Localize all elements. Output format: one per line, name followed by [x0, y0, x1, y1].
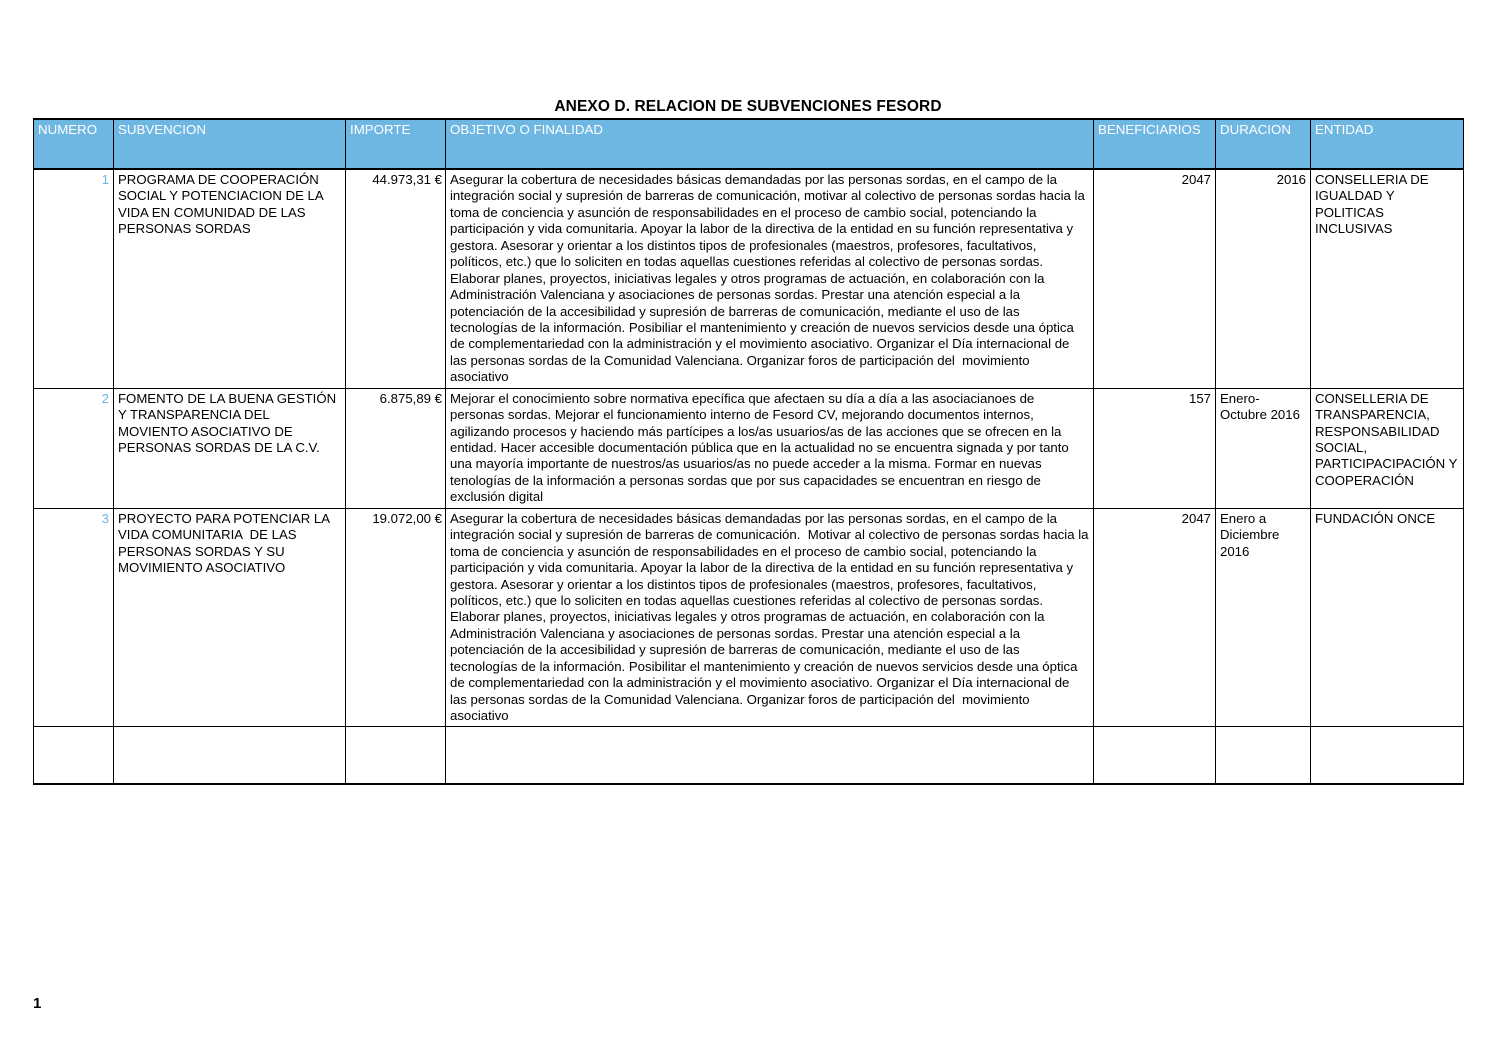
- cell-subvencion: [114, 388, 346, 508]
- cell-empty-numero: [34, 727, 114, 785]
- cell-numero: [34, 508, 114, 727]
- table-row: [34, 169, 1464, 388]
- cell-empty-beneficiarios: [1094, 727, 1216, 785]
- cell-beneficiarios: [1094, 508, 1216, 727]
- importe-value: 6.875,89 €: [379, 390, 442, 406]
- cell-numero: [34, 388, 114, 508]
- duracion-value: Enero-Octubre 2016: [1220, 390, 1300, 423]
- cell-subvencion: [114, 169, 346, 388]
- cell-empty-duracion: [1216, 727, 1311, 785]
- column-header-duracion: DURACION: [1216, 119, 1311, 169]
- objetivo-value: Asegurar la cobertura de necesidades básicas demandadas por las personas sordas, en el campo de la integración social y supresión de barreras de comunicación, motivar al colectivo de personas sordas hacia la toma de conciencia y asunción de responsabilidades en el proceso de cambio social, potenciando la participación y vida comunitaria. Apoyar la labor de la directiva de la entidad en su función representativa y gestora. Asesorar y orientar a los distintos tipos de profesionales (maestros, profesores, facultativos, políticos, etc.) que lo soliciten en todas aquellas cuestiones referidas al colectivo de personas sordas. Elaborar planes, proyectos, iniciativas legales y otros programas de actuación, en colaboración con la Administración Valenciana y asociaciones de personas sordas. Prestar una atención especial a la potenciación de la accesibilidad y supresión de barreras de comunicación, mediante el uso de las tecnologías de la información. Posibiliar el mantenimiento y creación de nuevos servicios desde una óptica de complementariedad con la administración y el movimiento asociativo. Organizar el Día internacional de las personas sordas de la Comunidad Valenciana. Organizar foros de participación del movimiento asociativo: [450, 172, 1089, 385]
- cell-empty-entidad: [1311, 727, 1464, 785]
- subvencion-value: PROGRAMA DE COOPERACIÓN SOCIAL Y POTENCIACION DE LA VIDA EN COMUNIDAD DE LAS PERSONAS SORDAS: [118, 172, 327, 237]
- cell-empty-importe: [346, 727, 446, 785]
- objetivo-value: Asegurar la cobertura de necesidades básicas demandadas por las personas sordas, en el campo de la integración social y supresión de barreras de comunicación. Motivar al colectivo de personas sordas hacia la toma de conciencia y asunción de responsabilidades en el proceso de cambio social, potenciando la participación y vida comunitaria. Apoyar la labor de la directiva de la entidad en su función representativa y gestora. Asesorar y orientar a los distintos tipos de profesionales (maestros, profesores, facultativos, políticos, etc.) que lo soliciten en todas aquellas cuestiones referidas al colectivo de personas sordas. Elaborar planes, proyectos, iniciativas legales y otros programas de actuación, en colaboración con la Administración Valenciana y asociaciones de personas sordas. Prestar una atención especial a la potenciación de la accesibilidad y supresión de barreras de comunicación, mediante el uso de las tecnologías de la información. Posibilitar el mantenimiento y creación de nuevos servicios desde una óptica de complementariedad con la administración y el movimiento asociativo. Organizar el Día internacional de las personas sordas de la Comunidad Valenciana. Organizar foros de participación del movimiento asociativo: [450, 510, 1093, 723]
- duracion-value: Enero a Diciembre 2016: [1220, 510, 1284, 559]
- numero-value: 3: [101, 510, 109, 526]
- importe-value: 44.973,31 €: [372, 172, 442, 187]
- cell-subvencion: [114, 508, 346, 727]
- cell-entidad: [1311, 169, 1464, 388]
- entidad-value: CONSELLERIA DE TRANSPARENCIA, RESPONSABILIDAD SOCIAL, PARTICIPACIPACIÓN Y COOPERACIÓN: [1315, 390, 1461, 488]
- page-title: ANEXO D. RELACION DE SUBVENCIONES FESORD: [554, 98, 942, 115]
- entidad-value: CONSELLERIA DE IGUALDAD Y POLITICAS INCLUSIVAS: [1315, 172, 1433, 237]
- cell-objetivo: [446, 169, 1094, 388]
- numero-value: 1: [101, 172, 109, 187]
- cell-numero: [34, 169, 114, 388]
- entidad-value: FUNDACIÓN ONCE: [1315, 510, 1436, 526]
- beneficiarios-value: 2047: [1181, 172, 1211, 187]
- column-header-beneficiarios: BENEFICIARIOS: [1094, 119, 1216, 169]
- column-header-importe: IMPORTE: [346, 119, 446, 169]
- table-empty-row: [34, 727, 1464, 785]
- table-row: [34, 508, 1464, 727]
- column-header-entidad: ENTIDAD: [1311, 119, 1464, 169]
- cell-beneficiarios: [1094, 169, 1216, 388]
- objetivo-value: Mejorar el conocimiento sobre normativa epecífica que afectaen su día a día a las asociacianoes de personas sordas. Mejorar el funcionamiento interno de Fesord CV, mejorando documentos internos, agilizando procesos y haciendo más partícipes a los/as usuarios/as de las acciones que se ofrecen en la entidad. Hacer accesible documentación pública que en la actualidad no se encuentra signada y por tanto una mayoría importante de nuestros/as usuarios/as no puede acceder a la misma. Formar en nuevas tenologías de la información a personas sordas que por sus capacidades se encuentran en riesgo de exclusión digital: [450, 390, 1073, 505]
- cell-empty-objetivo: [446, 727, 1094, 785]
- cell-importe: [346, 169, 446, 388]
- cell-empty-subvencion: [114, 727, 346, 785]
- table-header-row: [34, 119, 1464, 169]
- cell-entidad: [1311, 388, 1464, 508]
- subvenciones-table: [33, 118, 1464, 785]
- column-header-numero: NUMERO: [34, 119, 114, 169]
- beneficiarios-value: 157: [1188, 390, 1211, 406]
- beneficiarios-value: 2047: [1181, 510, 1211, 526]
- cell-importe: [346, 508, 446, 727]
- duracion-value: 2016: [1276, 172, 1306, 187]
- column-header-objetivo: OBJETIVO O FINALIDAD: [446, 119, 1094, 169]
- page-number: 1: [33, 995, 42, 1012]
- cell-duracion: [1216, 388, 1311, 508]
- cell-duracion: [1216, 508, 1311, 727]
- cell-entidad: [1311, 508, 1464, 727]
- subvencion-value: PROYECTO PARA POTENCIAR LA VIDA COMUNITARIA DE LAS PERSONAS SORDAS Y SU MOVIMIENTO ASOCIATIVO: [118, 510, 333, 576]
- subvencion-value: FOMENTO DE LA BUENA GESTIÓN Y TRANSPARENCIA DEL MOVIENTO ASOCIATIVO DE PERSONAS SORDAS DE LA C.V.: [118, 390, 340, 455]
- column-header-subvencion: SUBVENCION: [114, 119, 346, 169]
- cell-objetivo: [446, 388, 1094, 508]
- table-row: [34, 388, 1464, 508]
- importe-value: 19.072,00 €: [372, 510, 442, 526]
- cell-importe: [346, 388, 446, 508]
- cell-duracion: [1216, 169, 1311, 388]
- numero-value: 2: [101, 390, 109, 406]
- cell-objetivo: [446, 508, 1094, 727]
- cell-beneficiarios: [1094, 388, 1216, 508]
